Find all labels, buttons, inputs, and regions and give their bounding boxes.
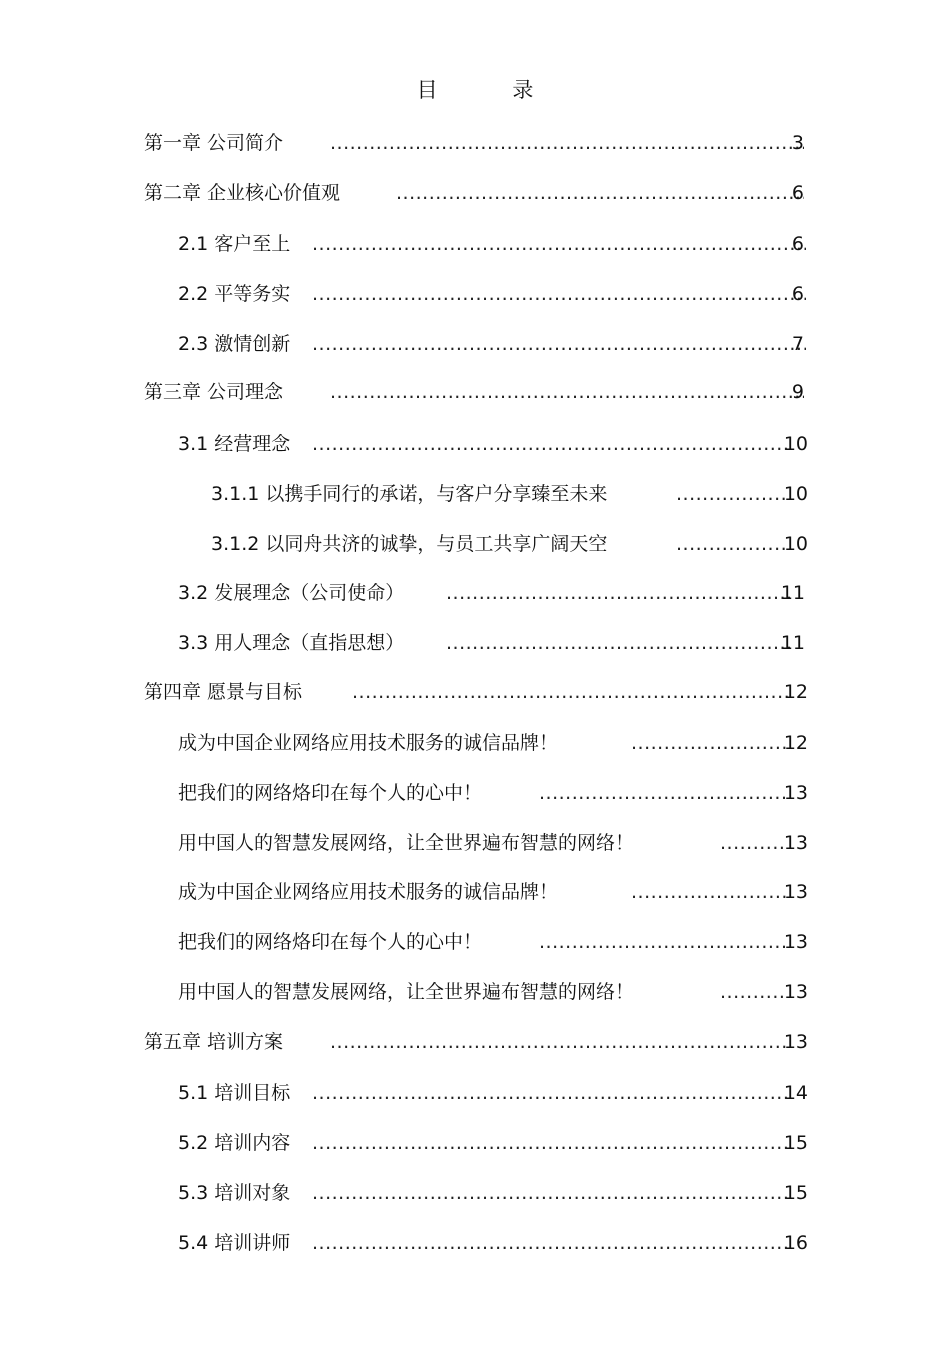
- toc-entry[interactable]: [211, 479, 808, 509]
- toc-leader-dots: [330, 1027, 788, 1057]
- toc-entry-label: 2.3 激情创新: [178, 333, 291, 355]
- toc-entry-page: 11: [780, 632, 805, 654]
- toc-entry[interactable]: [178, 429, 808, 459]
- toc-entry-page: 14: [783, 1082, 808, 1104]
- toc-entry-page: 16: [783, 1232, 808, 1254]
- toc-entry-label: 3.1 经营理念: [178, 433, 291, 455]
- toc-entry-label: 3.3 用人理念（直指思想）: [178, 632, 405, 654]
- toc-entry[interactable]: [178, 778, 808, 808]
- toc-leader-dots: [539, 927, 787, 957]
- toc-leader-dots: [312, 1228, 787, 1258]
- toc-entry-page: 12: [783, 681, 808, 703]
- toc-entry-label: 2.1 客户至上: [178, 233, 291, 255]
- toc-entry[interactable]: [178, 229, 816, 259]
- toc-entry-page: 15: [783, 1132, 808, 1154]
- toc-entry[interactable]: [211, 529, 808, 559]
- toc-leader-dots: [352, 677, 788, 707]
- toc-entry[interactable]: [144, 128, 816, 158]
- toc-entry-label: 5.3 培训对象: [178, 1182, 291, 1204]
- toc-leader-dots: [446, 628, 791, 658]
- toc-entry[interactable]: [178, 1228, 808, 1258]
- toc-leader-dots: [539, 778, 787, 808]
- toc-entry-page: 13: [783, 981, 808, 1003]
- toc-entry-page: 13: [783, 832, 808, 854]
- toc-leader-dots: [446, 578, 791, 608]
- toc-entry[interactable]: [178, 977, 808, 1007]
- toc-entry[interactable]: [178, 728, 808, 758]
- toc-entry-label: 成为中国企业网络应用技术服务的诚信品牌！: [178, 881, 559, 903]
- toc-entry-label: 用中国人的智慧发展网络，让全世界遍布智慧的网络！: [178, 981, 635, 1003]
- toc-entry-page: 10: [783, 483, 808, 505]
- toc-entry[interactable]: [178, 927, 808, 957]
- toc-entry-page: 7: [791, 333, 804, 355]
- toc-entry-label: 把我们的网络烙印在每个人的心中！: [178, 931, 483, 953]
- toc-entry-label: 5.2 培训内容: [178, 1132, 291, 1154]
- toc-entry-label: 3.1.1 以携手同行的承诺，与客户分享臻至未来: [211, 483, 608, 505]
- toc-entry-page: 10: [783, 533, 808, 555]
- toc-leader-dots: [631, 877, 787, 907]
- toc-entry[interactable]: [178, 877, 808, 907]
- toc-entry[interactable]: [178, 828, 808, 858]
- toc-entry-page: 3: [791, 132, 804, 154]
- toc-entry[interactable]: [178, 628, 805, 658]
- toc-entry[interactable]: [144, 178, 816, 208]
- toc-entry-page: 11: [780, 582, 805, 604]
- toc-entry-page: 6: [791, 233, 804, 255]
- toc-entry-page: 10: [783, 433, 808, 455]
- toc-entry[interactable]: [178, 1078, 808, 1108]
- toc-entry-page: 13: [783, 881, 808, 903]
- toc-entry-label: 3.2 发展理念（公司使命）: [178, 582, 405, 604]
- toc-entry-page: 6: [791, 283, 804, 305]
- toc-leader-dots: [312, 1178, 787, 1208]
- toc-entry[interactable]: [178, 279, 816, 309]
- toc-entry-label: 第五章 培训方案: [144, 1031, 284, 1053]
- toc-leader-dots: [330, 377, 804, 407]
- toc-entry[interactable]: [144, 677, 808, 707]
- toc-leader-dots: [330, 128, 804, 158]
- toc-title: 目 录: [416, 78, 568, 102]
- toc-leader-dots: [312, 329, 806, 359]
- toc-entry-label: 第二章 企业核心价值观: [144, 182, 341, 204]
- toc-entry[interactable]: [144, 377, 816, 407]
- toc-leader-dots: [312, 1078, 787, 1108]
- toc-leader-dots: [312, 229, 806, 259]
- toc-entry-label: 成为中国企业网络应用技术服务的诚信品牌！: [178, 732, 559, 754]
- toc-entry[interactable]: [144, 1027, 808, 1057]
- toc-entry-page: 12: [783, 732, 808, 754]
- toc-entry-label: 第一章 公司简介: [144, 132, 284, 154]
- toc-entry-label: 2.2 平等务实: [178, 283, 291, 305]
- toc-entry-label: 用中国人的智慧发展网络，让全世界遍布智慧的网络！: [178, 832, 635, 854]
- toc-leader-dots: [631, 728, 787, 758]
- toc-entry[interactable]: [178, 1128, 808, 1158]
- toc-entry-page: 15: [783, 1182, 808, 1204]
- toc-entry-label: 第三章 公司理念: [144, 381, 284, 403]
- toc-entry-page: 13: [783, 1031, 808, 1053]
- toc-entry-label: 把我们的网络烙印在每个人的心中！: [178, 782, 483, 804]
- toc-leader-dots: [396, 178, 804, 208]
- toc-entry-page: 9: [791, 381, 804, 403]
- toc-entry-page: 13: [783, 931, 808, 953]
- toc-entry-label: 第四章 愿景与目标: [144, 681, 303, 703]
- toc-entry-page: 6: [791, 182, 804, 204]
- toc-leader-dots: [312, 279, 806, 309]
- toc-entry[interactable]: [178, 329, 816, 359]
- toc-entry[interactable]: [178, 578, 805, 608]
- toc-leader-dots: [312, 429, 787, 459]
- toc-entry-label: 3.1.2 以同舟共济的诚挚，与员工共享广阔天空: [211, 533, 608, 555]
- toc-leader-dots: [312, 1128, 787, 1158]
- toc-entry-label: 5.1 培训目标: [178, 1082, 291, 1104]
- toc-entry[interactable]: [178, 1178, 808, 1208]
- toc-entry-label: 5.4 培训讲师: [178, 1232, 291, 1254]
- toc-entry-page: 13: [783, 782, 808, 804]
